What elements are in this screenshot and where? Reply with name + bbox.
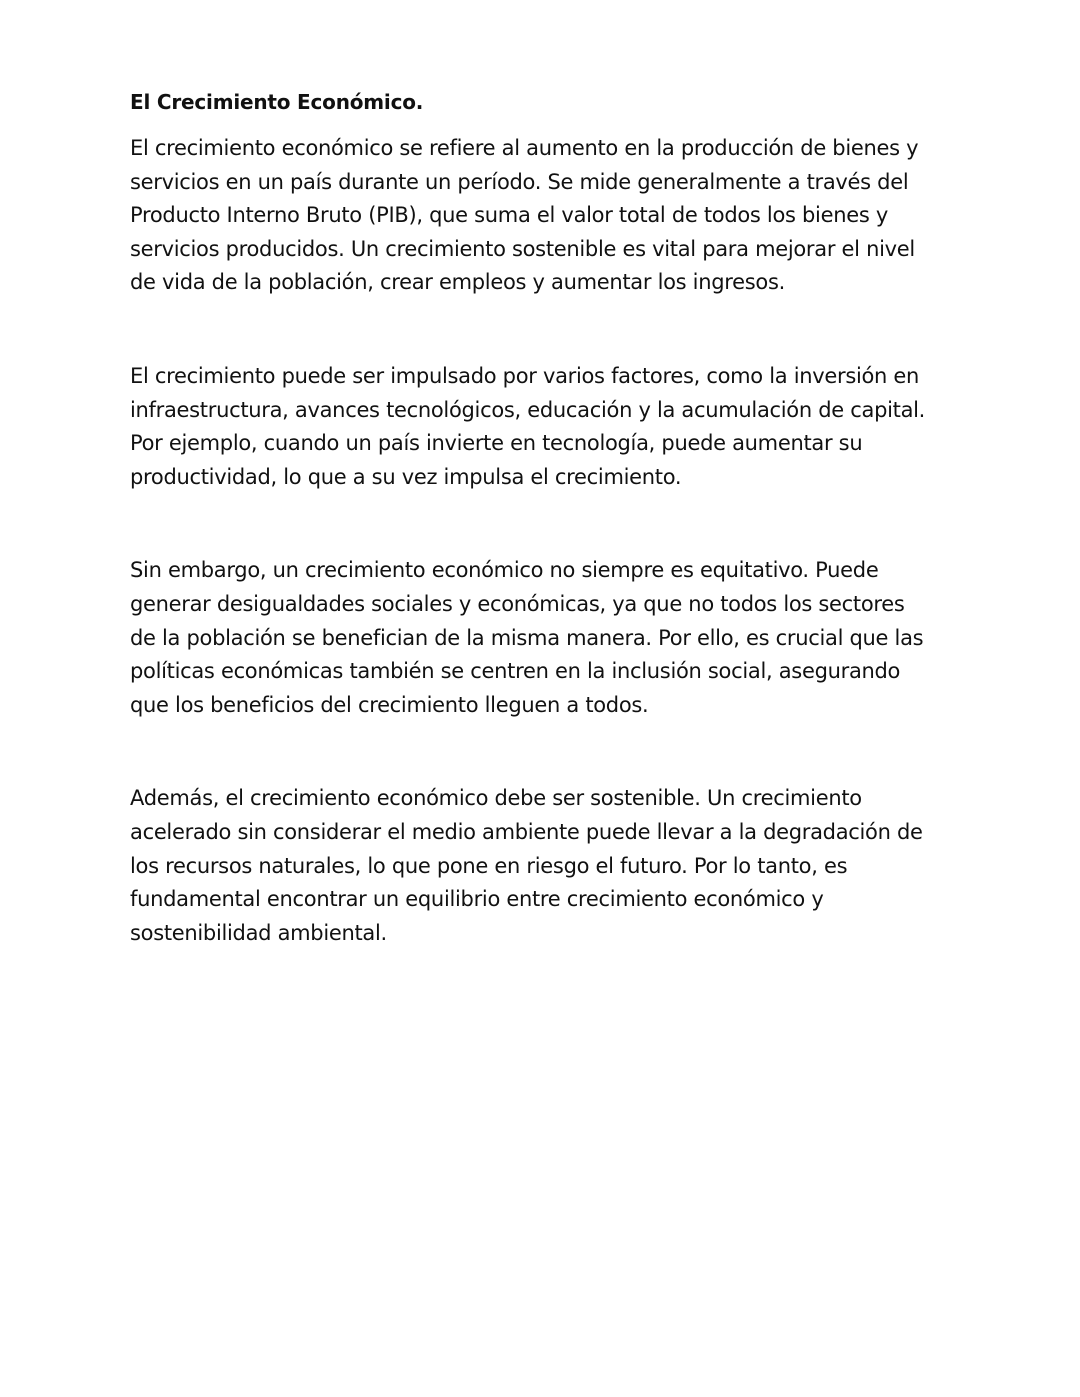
paragraph-4: Además, el crecimiento económico debe ser sostenible. Un crecimiento acelerado sin considerar el medio ambiente puede llevar a la degradación de los recursos naturales, lo que pone en riesgo el futuro. Por lo tanto, es fundamental encontrar un equilibrio entre crecimiento económico y sostenibilidad ambiental.: [130, 786, 923, 945]
paragraph-3: Sin embargo, un crecimiento económico no siempre es equitativo. Puede generar desigualdades sociales y económicas, ya que no todos los sectores de la población se benefician de la misma manera. Por ello, es crucial que las políticas económicas también se centren en la inclusión social, asegurando que los beneficios del crecimiento lleguen a todos.: [130, 558, 924, 717]
paragraph-2: El crecimiento puede ser impulsado por varios factores, como la inversión en infraestructura, avances tecnológicos, educación y la acumulación de capital. Por ejemplo, cuando un país invierte en tecnología, puede aumentar su productividad, lo que a su vez impulsa el crecimiento.: [130, 363, 926, 489]
document-title: El Crecimiento Económico.: [130, 90, 424, 114]
document-page: [130, 86, 930, 950]
paragraph-1: El crecimiento económico se refiere al aumento en la producción de bienes y servicios en un país durante un período. Se mide generalmente a través del Producto Interno Bruto (PIB), que suma el valor total de todos los bienes y servicios producidos. Un crecimiento sostenible es vital para mejorar el nivel de vida de la población, crear empleos y aumentar los ingresos.: [130, 136, 919, 295]
